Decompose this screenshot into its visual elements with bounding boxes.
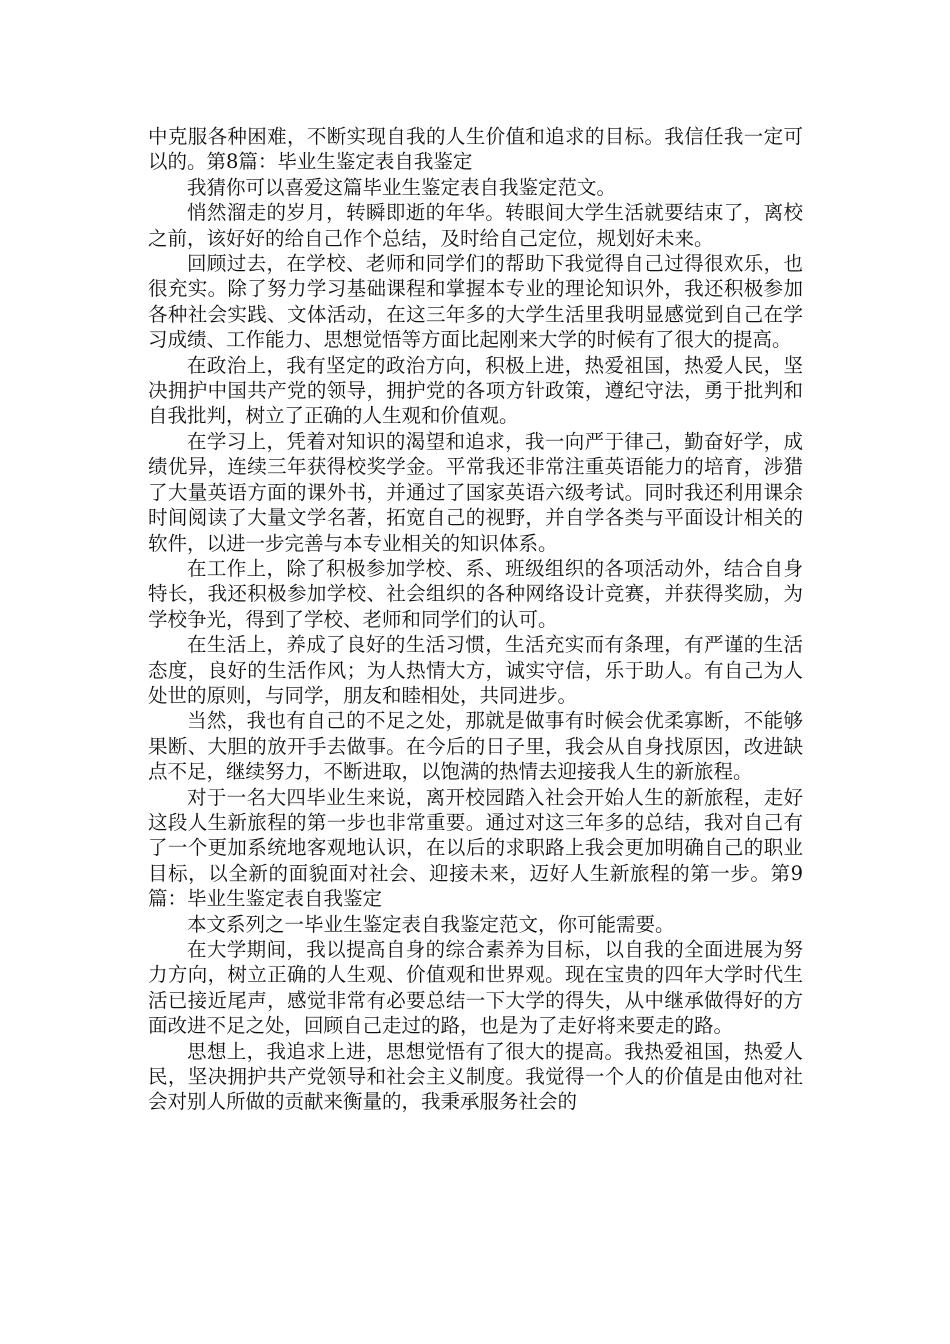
paragraph: 对于一名大四毕业生来说，离开校园踏入社会开始人生的新旅程，走好这段人生新旅程的第一步也非常重要。通过对这三年多的总结，我对自己有了一个更加系统地客观地认识，在以后的求职路上我会更加明确自己的职业目标，以全新的面貌面对社会、迎接未来，迈好人生新旅程的第一步。第9篇：毕业生鉴定表自我鉴定 (148, 785, 803, 911)
paragraph: 在大学期间，我以提高自身的综合素养为目标，以自我的全面进展为努力方向，树立正确的人生观、价值观和世界观。现在宝贵的四年大学时代生活已接近尾声，感觉非常有必要总结一下大学的得失，从中继承做得好的方面改进不足之处，回顾自己走过的路，也是为了走好将来要走的路。 (148, 938, 803, 1038)
paragraph: 我猜你可以喜爱这篇毕业生鉴定表自我鉴定范文。 (187, 175, 617, 199)
document-body (148, 124, 803, 1115)
paragraph: 在政治上，我有坚定的政治方向，积极上进，热爱祖国，热爱人民，坚决拥护中国共产党的领导，拥护党的各项方针政策，遵纪守法，勇于批判和自我批判，树立了正确的人生观和价值观。 (148, 353, 803, 428)
paragraph: 悄然溜走的岁月，转瞬即逝的年华。转眼间大学生活就要结束了，离校之前，该好好的给自己作个总结，及时给自己定位，规划好未来。 (148, 201, 803, 250)
paragraph: 思想上，我追求上进，思想觉悟有了很大的提高。我热爱祖国，热爱人民，坚决拥护共产党领导和社会主义制度。我觉得一个人的价值是由他对社会对别人所做的贡献来衡量的，我秉承服务社会的 (148, 1039, 803, 1114)
paragraph: 在工作上，除了积极参加学校、系、班级组织的各项活动外，结合自身特长，我还积极参加学校、社会组织的各种网络设计竞赛，并获得奖励，为学校争光，得到了学校、老师和同学们的认可。 (148, 556, 803, 631)
paragraph: 在生活上，养成了良好的生活习惯，生活充实而有条理，有严谨的生活态度，良好的生活作风；为人热情大方，诚实守信，乐于助人。有自己为人处世的原则，与同学，朋友和睦相处，共同进步。 (148, 633, 803, 707)
paragraph: 本文系列之一毕业生鉴定表自我鉴定范文，你可能需要。 (187, 912, 675, 936)
paragraph: 回顾过去，在学校、老师和同学们的帮助下我觉得自己过得很欢乐，也很充实。除了努力学习基础课程和掌握本专业的理论知识外，我还积极参加各种社会实践、文体活动，在这三年多的大学生活里我明显感觉到自己在学习成绩、工作能力、思想觉悟等方面比起刚来大学的时候有了很大的提高。 (148, 252, 803, 352)
paragraph: 在学习上，凭着对知识的渴望和追求，我一向严于律己，勤奋好学，成绩优异，连续三年获得校奖学金。平常我还非常注重英语能力的培育，涉猎了大量英语方面的课外书，并通过了国家英语六级考试。同时我还利用课余时间阅读了大量文学名著，拓宽自己的视野，并自学各类与平面设计相关的软件，以进一步完善与本专业相关的知识体系。 (148, 429, 803, 555)
paragraph: 当然，我也有自己的不足之处，那就是做事有时候会优柔寡断，不能够果断、大胆的放开手去做事。在今后的日子里，我会从自身找原因，改进缺点不足，继续努力，不断进取，以饱满的热情去迎接我人生的新旅程。 (148, 709, 803, 784)
paragraph-continuation: 中克服各种困难，不断实现自我的人生价值和追求的目标。我信任我一定可以的。第8篇：毕业生鉴定表自我鉴定 (148, 125, 803, 174)
